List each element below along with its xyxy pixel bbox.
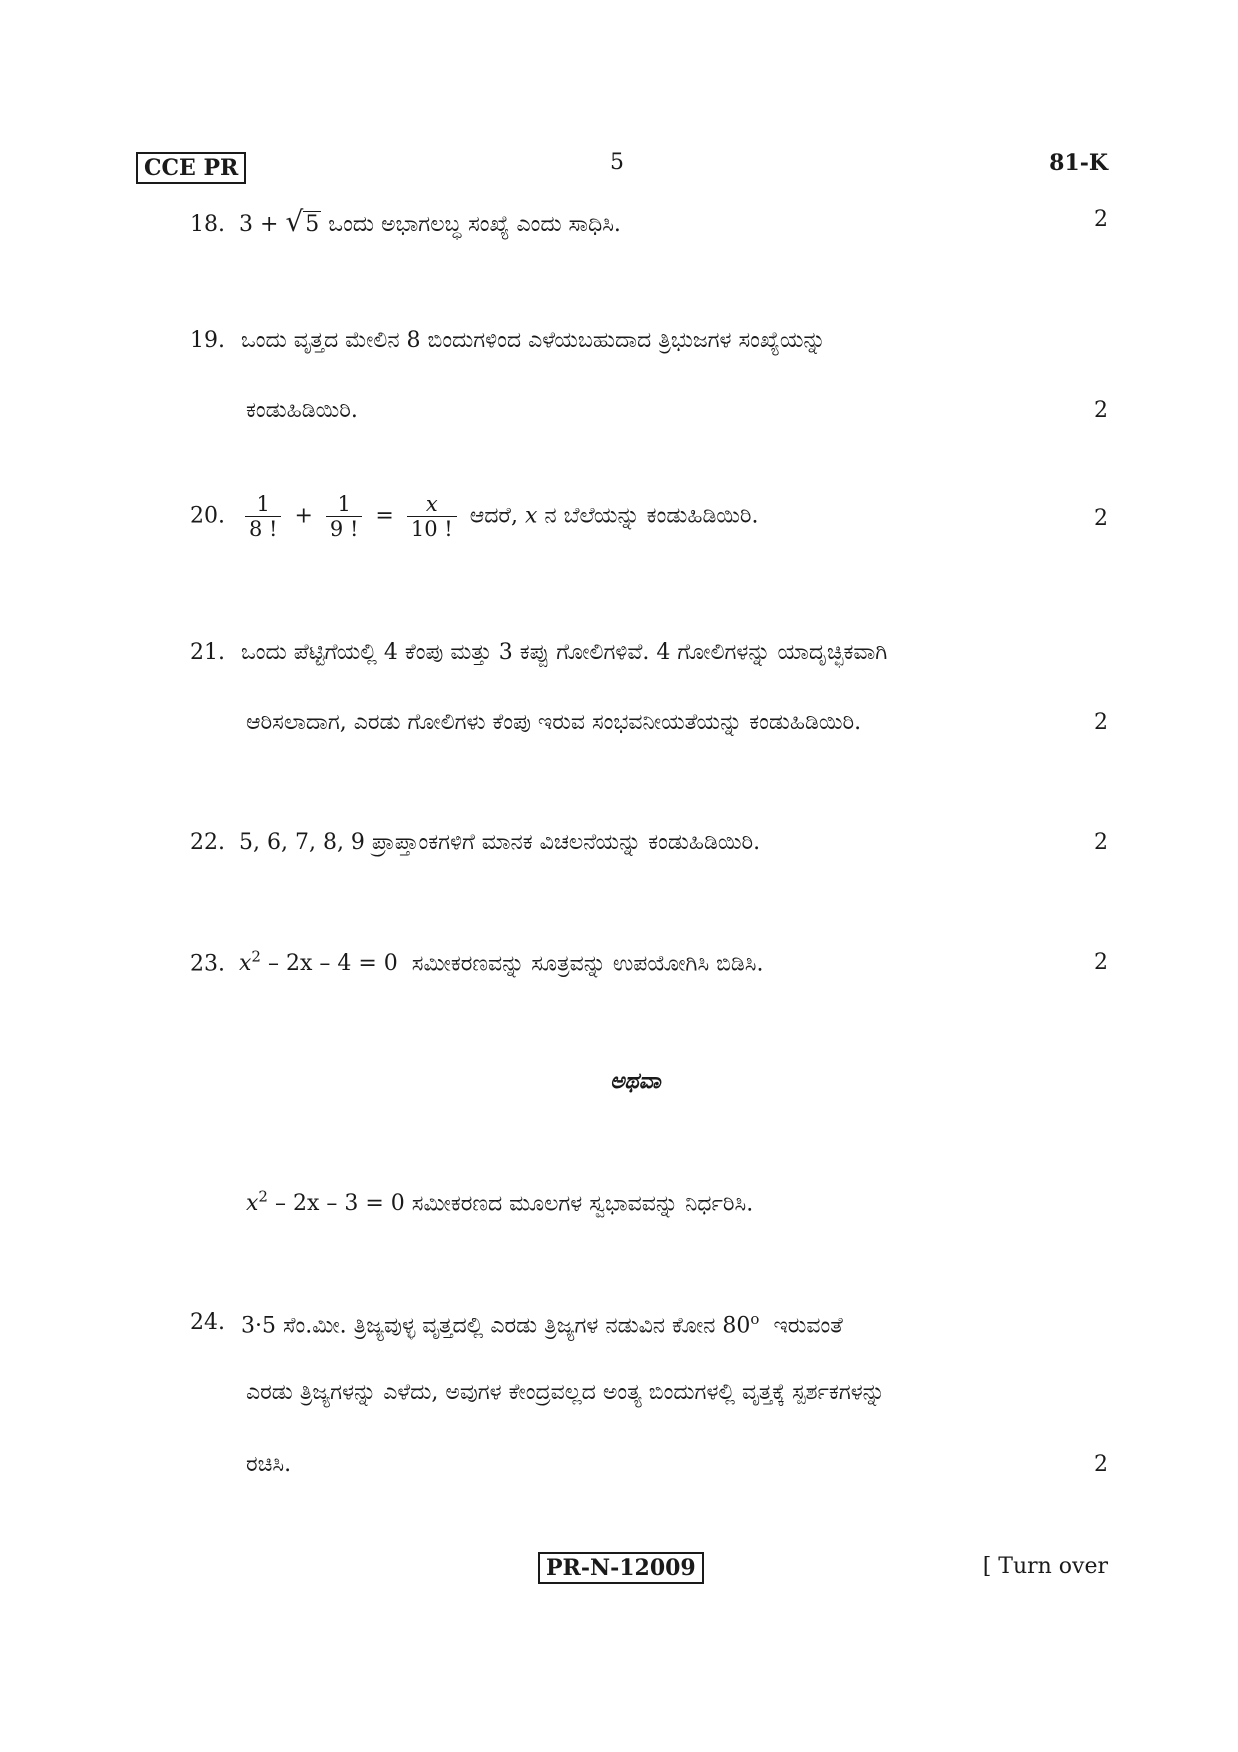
- fraction-x-over-10-factorial: $\frac{x}{10 !}$: [407, 492, 457, 541]
- question-20: 20. $\frac{1}{8 !}$ + $\frac{1}{9 !}$ = $\frac{x}{10 !}$ ಆದರೆ, x ನ ಬೆಲೆಯನ್ನು ಕಂಡುಹಿಡಿಯಿರಿ.: [190, 492, 759, 542]
- fraction-1-over-8-factorial: $\frac{1}{8 !}$: [245, 492, 281, 541]
- marks: 2: [1094, 710, 1108, 735]
- question-number: 24.: [190, 1310, 225, 1335]
- question-number: 22.: [190, 830, 225, 855]
- turn-over-label: [ Turn over: [982, 1554, 1108, 1579]
- question-19-line2: ಕಂಡುಹಿಡಿಯಿರಿ.: [246, 398, 358, 423]
- question-24-line3: ರಚಿಸಿ.: [246, 1452, 292, 1477]
- question-number: 20.: [190, 503, 225, 529]
- question-24-line2: ಎರಡು ತ್ರಿಜ್ಯಗಳನ್ನು ಎಳೆದು, ಅವುಗಳ ಕೇಂದ್ರವಲ್ಲದ ಅಂತ್ಯ ಬಿಂದುಗಳಲ್ಲಿ ವೃತ್ತಕ್ಕೆ ಸ್ಪರ್ಶಕಗಳನ್ನು: [246, 1380, 885, 1405]
- marks: 2: [1094, 207, 1108, 232]
- equation: $x^2 - 2x - 4 = 0$: [239, 948, 398, 977]
- question-21: 21. ಒಂದು ಪೆಟ್ಟಿಗೆಯಲ್ಲಿ 4 ಕೆಂಪು ಮತ್ತು 3 ಕಪ್ಪು ಗೋಲಿಗಳಿವೆ. 4 ಗೋಲಿಗಳನ್ನು ಯಾದೃಚ್ಛಿಕವಾಗಿ: [190, 640, 888, 665]
- question-19: 19. ಒಂದು ವೃತ್ತದ ಮೇಲಿನ 8 ಬಿಂದುಗಳಿಂದ ಎಳೆಯಬಹುದಾದ ತ್ರಿಭುಜಗಳ ಸಂಖ್ಯೆಯನ್ನು: [190, 328, 826, 353]
- question-21-line2: ಆರಿಸಲಾದಾಗ, ಎರಡು ಗೋಲಿಗಳು ಕೆಂಪು ಇರುವ ಸಂಭವನೀಯತೆಯನ್ನು ಕಂಡುಹಿಡಿಯಿರಿ.: [246, 710, 862, 735]
- question-18: 18. 3 + √5 ಒಂದು ಅಭಾಗಲಬ್ಧ ಸಂಖ್ಯೆ ಎಂದು ಸಾಧಿಸಿ.: [190, 205, 621, 238]
- question-number: 19.: [190, 328, 225, 353]
- footer-code-box: PR-N-12009: [538, 1552, 704, 1584]
- question-23: 23. $x^2 - 2x - 4 = 0$ ಸಮೀಕರಣವನ್ನು ಸೂತ್ರವನ್ನು ಉಪಯೋಗಿಸಿ ಬಿಡಿಸಿ.: [190, 948, 764, 977]
- question-number: 21.: [190, 640, 225, 665]
- fraction-1-over-9-factorial: $\frac{1}{9 !}$: [326, 492, 362, 541]
- marks: 2: [1094, 398, 1108, 423]
- sqrt-expression: √5: [285, 205, 320, 238]
- paper-code: 81-K: [1049, 150, 1108, 176]
- question-23-alternative: $x^2 - 2x - 3 = 0$ ಸಮೀಕರಣದ ಮೂಲಗಳ ಸ್ವಭಾವವನ್ನು ನಿರ್ಧರಿಸಿ.: [246, 1188, 754, 1217]
- question-24: 24. 3·5 ಸೆಂ.ಮೀ. ತ್ರಿಜ್ಯವುಳ್ಳ ವೃತ್ತದಲ್ಲಿ ಎರಡು ತ್ರಿಜ್ಯಗಳ ನಡುವಿನ ಕೋನ 80$^o$ ಇರುವಂತೆ: [190, 1310, 843, 1339]
- or-label: ಅಥವಾ: [610, 1068, 661, 1094]
- equation: $x^2 - 2x - 3 = 0$: [246, 1188, 405, 1217]
- marks: 2: [1094, 506, 1108, 531]
- exam-code-box: CCE PR: [136, 152, 246, 184]
- question-number: 18.: [190, 212, 225, 237]
- question-number: 23.: [190, 951, 225, 977]
- question-22: 22. 5, 6, 7, 8, 9 ಪ್ರಾಪ್ತಾಂಕಗಳಿಗೆ ಮಾನಕ ವಿಚಲನೆಯನ್ನು ಕಂಡುಹಿಡಿಯಿರಿ.: [190, 830, 761, 855]
- marks: 2: [1094, 1452, 1108, 1477]
- marks: 2: [1094, 830, 1108, 855]
- page-number: 5: [610, 150, 624, 175]
- marks: 2: [1094, 950, 1108, 975]
